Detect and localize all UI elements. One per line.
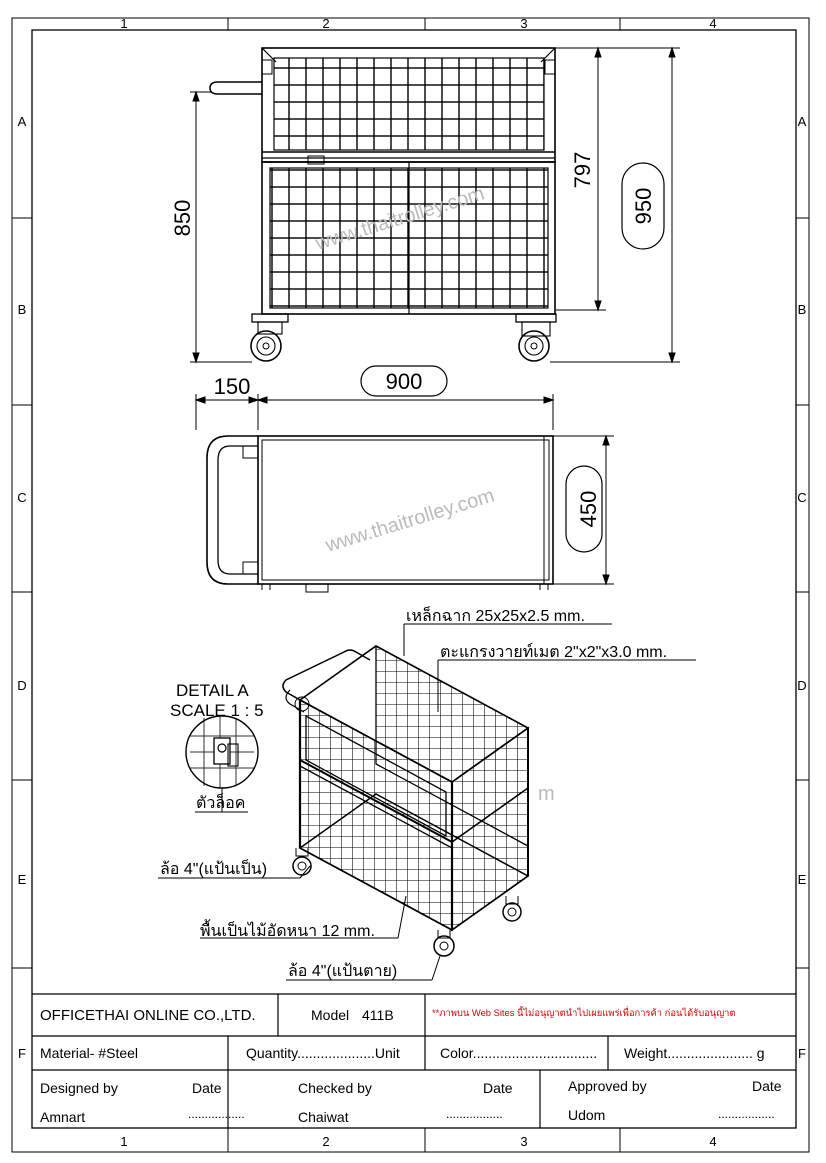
isometric-view xyxy=(283,646,528,956)
checked-by-label: Checked by xyxy=(298,1080,372,1096)
weight-field: Weight...................... g xyxy=(624,1045,765,1061)
dim-length-900: 900 xyxy=(385,369,423,394)
row-ref-c-left: C xyxy=(17,490,27,505)
label-plywood-floor: พื้นเป็นไม้อัดหนา 12 mm. xyxy=(200,923,375,940)
label-wire-mesh: ตะแกรงวายท์เมต 2"x2"x3.0 mm. xyxy=(440,644,668,661)
material-field: Material- #Steel xyxy=(40,1045,139,1061)
col-ref-3-top: 3 xyxy=(520,16,528,31)
dim-height-797: 797 xyxy=(570,151,595,189)
dim-height-950: 950 xyxy=(631,187,656,225)
row-ref-f-left: F xyxy=(18,1046,26,1061)
row-ref-a-right: A xyxy=(797,114,807,129)
copyright-notice: **ภาพบน Web Sites นี้ไม่อนุญาตนำไปเผยแพร่เพื่อการค้า ก่อนได้รับอนุญาต xyxy=(432,1007,736,1018)
col-ref-4-bottom: 4 xyxy=(709,1134,717,1149)
model-label: Model xyxy=(311,1007,350,1023)
watermark-top: www.thaitrolley.com xyxy=(323,484,498,557)
dim-height-850: 850 xyxy=(170,199,195,237)
top-view xyxy=(207,436,553,592)
approved-date-label: Date xyxy=(752,1078,782,1094)
checked-date-label: Date xyxy=(483,1080,513,1096)
quantity-field: Quantity....................Unit xyxy=(246,1045,400,1061)
designed-date-label: Date xyxy=(192,1080,222,1096)
col-ref-1-bottom: 1 xyxy=(120,1134,128,1149)
row-ref-c-right: C xyxy=(797,490,807,505)
row-ref-e-left: E xyxy=(17,872,27,887)
watermark-front: www.thaitrolley.com xyxy=(313,182,488,255)
watermark-iso: m xyxy=(538,783,555,805)
row-ref-d-left: D xyxy=(17,678,27,693)
col-ref-3-bottom: 3 xyxy=(520,1134,528,1149)
color-field: Color................................ xyxy=(440,1045,598,1061)
checked-date-value: ................. xyxy=(446,1107,503,1121)
col-ref-4-top: 4 xyxy=(709,16,717,31)
label-frame-steel: เหล็กฉาก 25x25x2.5 mm. xyxy=(406,608,585,625)
row-ref-e-right: E xyxy=(797,872,807,887)
approved-date-value: ................. xyxy=(718,1107,775,1121)
label-caster-swivel: ล้อ 4"(แป้นเป็น) xyxy=(160,861,268,878)
row-ref-b-left: B xyxy=(17,302,27,317)
designed-by-name: Amnart xyxy=(40,1109,86,1125)
detail-a-title: DETAIL A xyxy=(176,681,249,700)
dim-width-450: 450 xyxy=(576,490,601,528)
col-ref-2-bottom: 2 xyxy=(322,1134,330,1149)
col-ref-1-top: 1 xyxy=(120,16,128,31)
label-lock: ตัวล็อค xyxy=(196,795,246,812)
approved-by-name: Udom xyxy=(568,1107,606,1123)
checked-by-name: Chaiwat xyxy=(298,1109,349,1125)
label-caster-fixed: ล้อ 4"(แป้นตาย) xyxy=(288,963,398,980)
dim-handle-150: 150 xyxy=(213,374,251,399)
row-ref-d-right: D xyxy=(797,678,807,693)
col-ref-2-top: 2 xyxy=(322,16,330,31)
front-view xyxy=(210,48,556,361)
designed-by-label: Designed by xyxy=(40,1080,118,1096)
detail-a xyxy=(186,716,258,788)
approved-by-label: Approved by xyxy=(568,1078,647,1094)
row-ref-a-left: A xyxy=(17,114,27,129)
company-name: OFFICETHAI ONLINE CO.,LTD. xyxy=(40,1007,256,1024)
row-ref-b-right: B xyxy=(797,302,807,317)
model-value: 411B xyxy=(362,1007,394,1023)
row-ref-f-right: F xyxy=(798,1046,806,1061)
designed-date-value: ................. xyxy=(188,1107,245,1121)
detail-a-scale: SCALE 1 : 5 xyxy=(170,701,264,720)
